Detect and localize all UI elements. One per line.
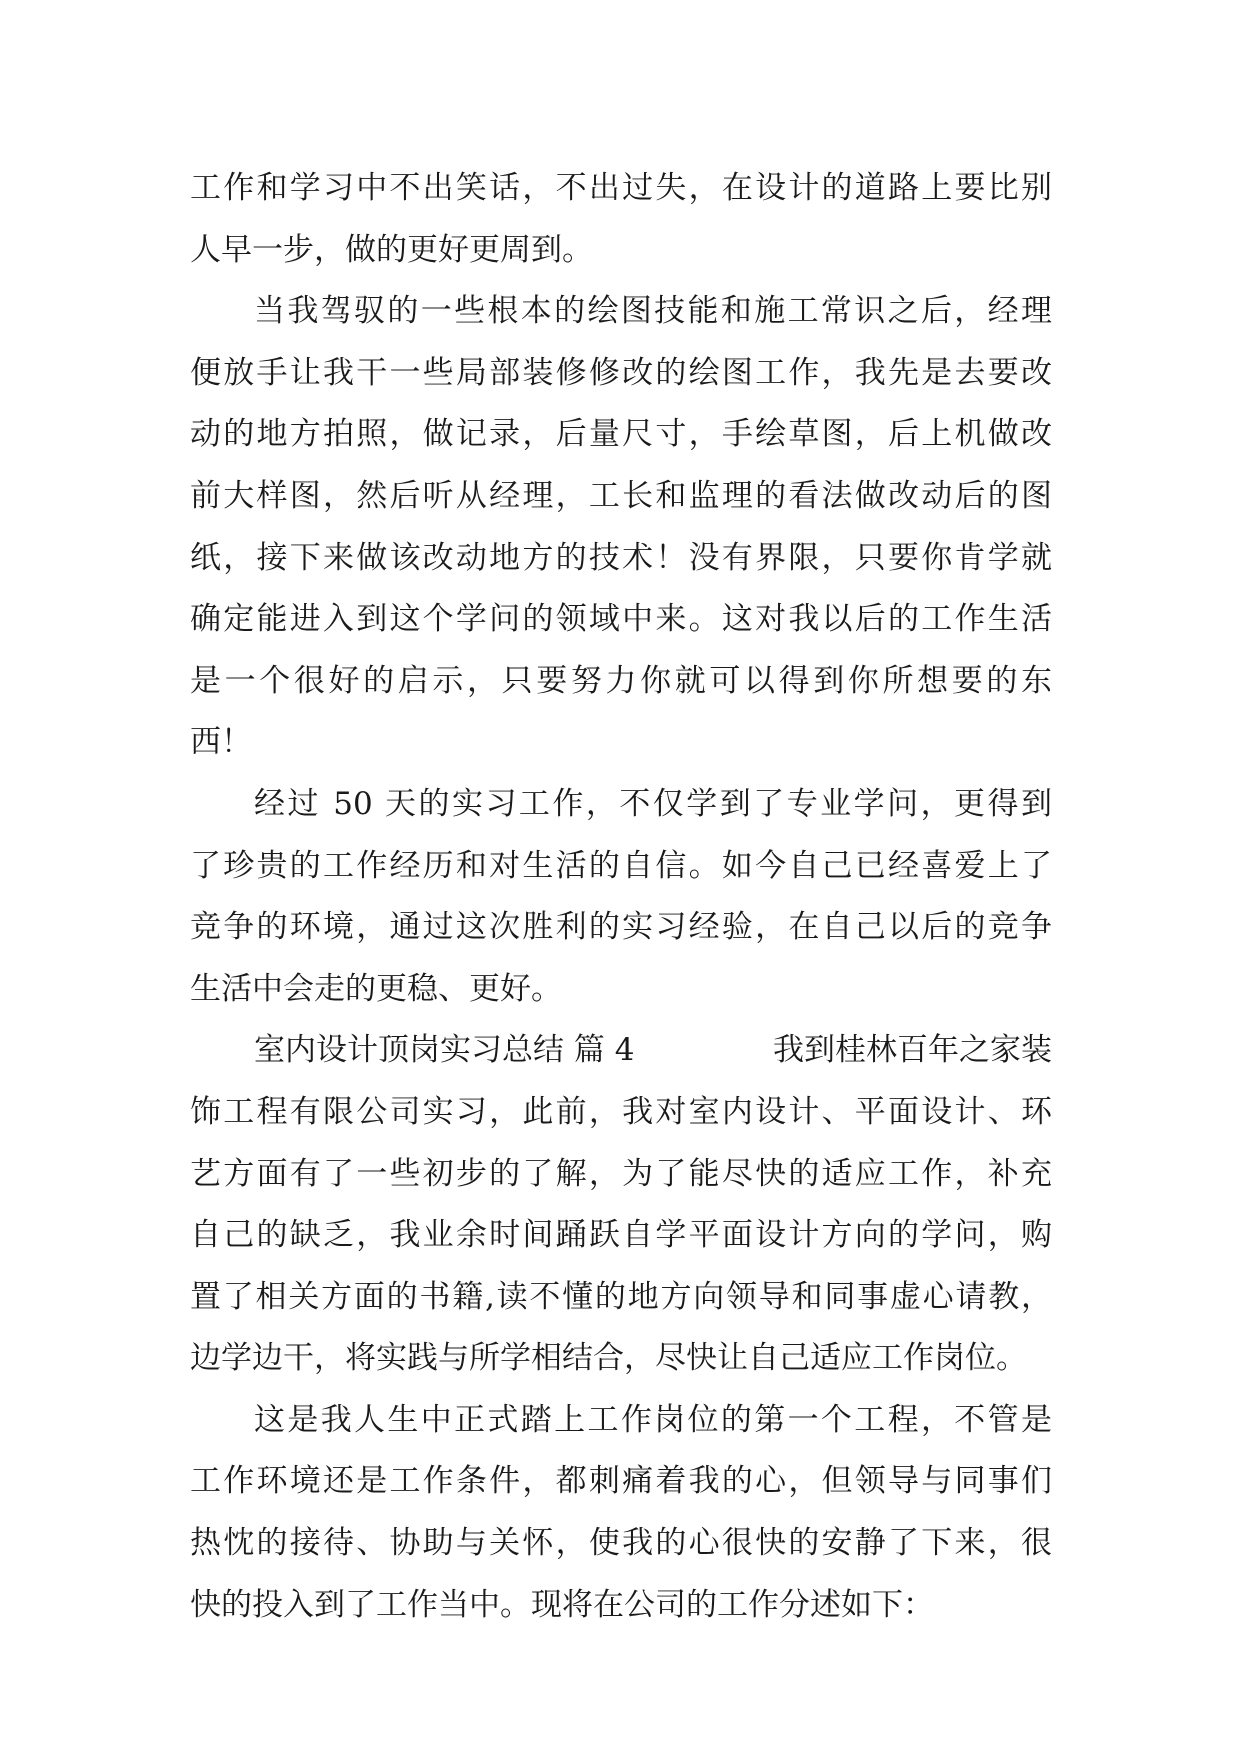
text-fragment: 我到桂林百年之家装 xyxy=(773,1032,1052,1069)
text-line: 前大样图，然后听从经理，工长和监理的看法做改动后的图 xyxy=(190,477,1052,514)
section-heading: 室内设计顶岗实习总结 篇 4 xyxy=(254,1032,635,1069)
text-line: 竞争的环境，通过这次胜利的实习经验，在自己以后的竞争 xyxy=(190,909,1052,946)
text-line: 了珍贵的工作经历和对生活的自信。如今自己已经喜爱上了 xyxy=(190,847,1052,884)
heading-line xyxy=(190,1020,1052,1082)
text-line: 自己的缺乏，我业余时间踊跃自学平面设计方向的学问，购 xyxy=(190,1217,1052,1254)
text-line: 置了相关方面的书籍,读不懂的地方向领导和同事虚心请教， xyxy=(190,1278,1052,1315)
text-line: 当我驾驭的一些根本的绘图技能和施工常识之后，经理 xyxy=(254,293,1052,330)
text-line: 热忱的接待、协助与关怀，使我的心很快的安静了下来，很 xyxy=(190,1525,1052,1562)
text-line: 动的地方拍照，做记录，后量尺寸，手绘草图，后上机做改 xyxy=(190,416,1052,453)
text-line: 生活中会走的更稳、更好。 xyxy=(190,970,562,1007)
text-line: 西！ xyxy=(190,724,252,761)
text-line: 是一个很好的启示，只要努力你就可以得到你所想要的东 xyxy=(190,662,1052,699)
text-line: 快的投入到了工作当中。现将在公司的工作分述如下： xyxy=(190,1586,934,1623)
text-line: 经过 50 天的实习工作，不仅学到了专业学问，更得到 xyxy=(254,785,1052,822)
text-line: 便放手让我干一些局部装修修改的绘图工作，我先是去要改 xyxy=(190,354,1052,391)
text-line: 饰工程有限公司实习，此前，我对室内设计、平面设计、环 xyxy=(190,1093,1052,1130)
text-line: 工作和学习中不出笑话，不出过失，在设计的道路上要比别 xyxy=(190,170,1052,206)
text-line: 人早一步，做的更好更周到。 xyxy=(190,231,593,268)
text-line: 纸，接下来做该改动地方的技术！没有界限，只要你肯学就 xyxy=(190,539,1052,576)
text-line: 工作环境还是工作条件，都刺痛着我的心，但领导与同事们 xyxy=(190,1463,1052,1500)
text-line: 艺方面有了一些初步的了解，为了能尽快的适应工作，补充 xyxy=(190,1155,1052,1192)
text-line: 边学边干，将实践与所学相结合，尽快让自己适应工作岗位。 xyxy=(190,1340,1027,1377)
text-line: 这是我人生中正式踏上工作岗位的第一个工程，不管是 xyxy=(254,1401,1052,1438)
text-line: 确定能进入到这个学问的领域中来。这对我以后的工作生活 xyxy=(190,601,1052,638)
document-body xyxy=(190,158,1052,1636)
